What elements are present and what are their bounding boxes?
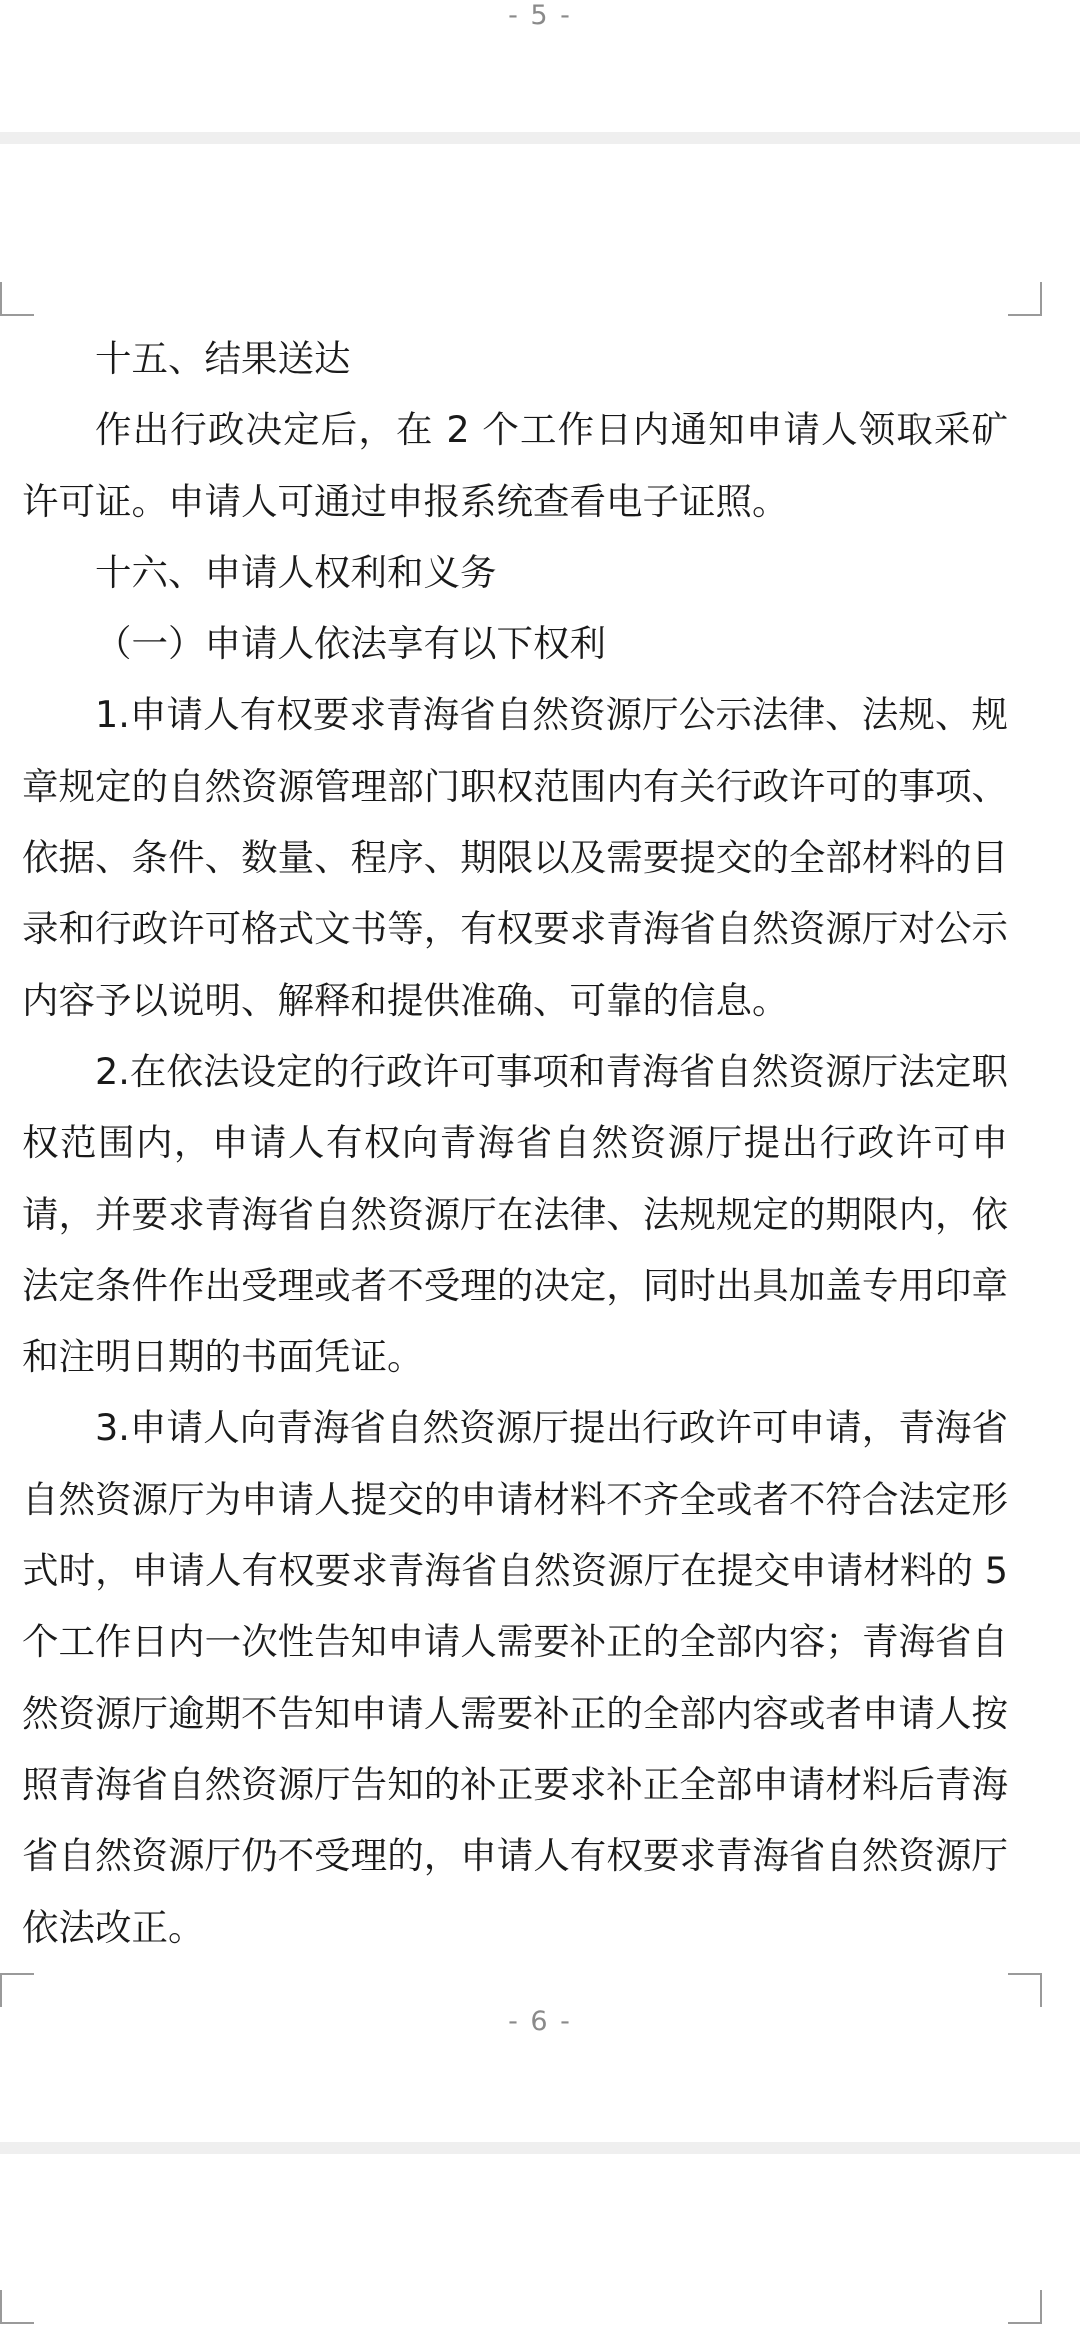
margin-corner-top-left xyxy=(0,2290,34,2324)
page-gap xyxy=(0,132,1080,144)
margin-corner-top-left xyxy=(0,282,34,316)
paragraph-result-delivery: 作出行政决定后，在 2 个工作日内通知申请人领取采矿许可证。申请人可通过申报系统查看电子证照。 xyxy=(22,408,1008,523)
page-number-6: - 6 - xyxy=(508,2006,572,2037)
margin-corner-top-right xyxy=(1008,282,1042,316)
subsection-heading-rights: （一）申请人依法享有以下权利 xyxy=(95,622,606,666)
paragraph-right-3: 3.申请人向青海省自然资源厅提出行政许可申请，青海省自然资源厅为申请人提交的申请材料不齐全或者不符合法定形式时，申请人有权要求青海省自然资源厅在提交申请材料的 5 个工作日内一次性告知申请人需要补正的全部内容；青海省自然资源厅逾期不告知申请人需要补正的全部内容或者申请人按照青海省自然资源厅告知的补正要求补正全部申请材料后青海省自然资源厅仍不受理的，申请人有权要求青海省自然资源厅依法改正。 xyxy=(22,1406,1008,1949)
paragraph-right-1: 1.申请人有权要求青海省自然资源厅公示法律、法规、规章规定的自然资源管理部门职权范围内有关行政许可的事项、依据、条件、数量、程序、期限以及需要提交的全部材料的目录和行政许可格式文书等，有权要求青海省自然资源厅对公示内容予以说明、解释和提供准确、可靠的信息。 xyxy=(22,693,1008,1022)
section-heading-15: 十五、结果送达 xyxy=(95,337,351,380)
page-6-body xyxy=(22,323,1008,1963)
section-heading-16: 十六、申请人权利和义务 xyxy=(95,550,497,594)
margin-corner-bottom-right xyxy=(1008,1973,1042,2007)
paragraph-right-2: 2.在依法设定的行政许可事项和青海省自然资源厅法定职权范围内，申请人有权向青海省自然资源厅提出行政许可申请，并要求青海省自然资源厅在法律、法规规定的期限内，依法定条件作出受理或者不受理的决定，同时出具加盖专用印章和注明日期的书面凭证。 xyxy=(22,1049,1008,1379)
page-number-5: - 5 - xyxy=(508,0,572,31)
margin-corner-bottom-left xyxy=(0,1973,34,2007)
page-gap xyxy=(0,2142,1080,2154)
margin-corner-top-right xyxy=(1008,2290,1042,2324)
